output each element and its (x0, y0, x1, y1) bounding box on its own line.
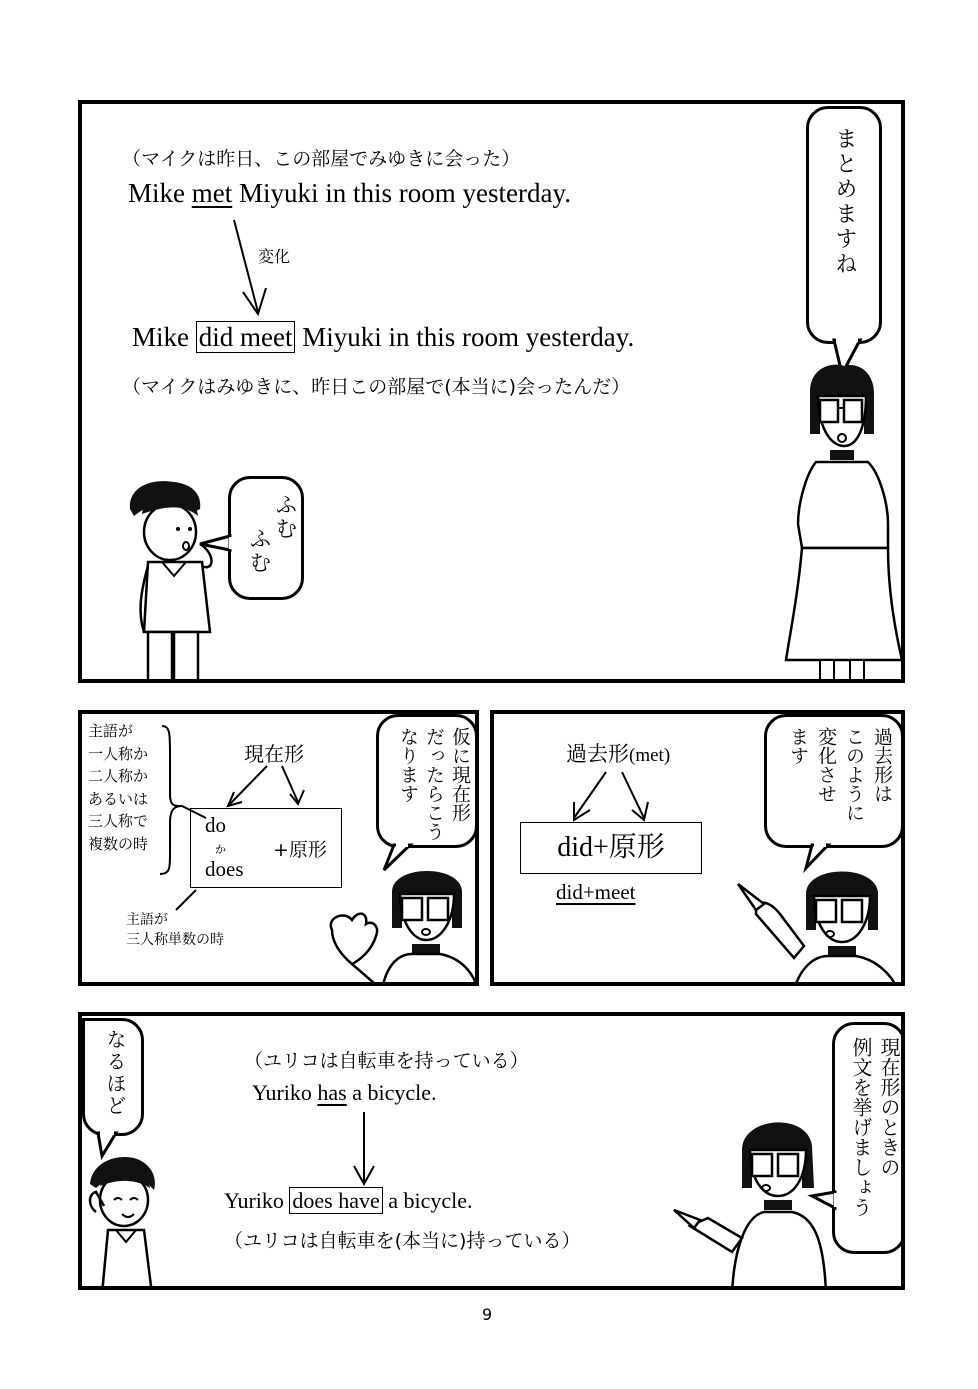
sentence-part: a bicycle. (346, 1080, 437, 1105)
sentence-part: Yuriko (224, 1188, 290, 1213)
page-number: 9 (482, 1305, 493, 1324)
base-form-label: +原形 (273, 839, 327, 861)
change-label: 変化 (258, 247, 291, 266)
teacher-figure (494, 714, 905, 986)
note-line: あるいは (88, 789, 149, 808)
panel-4 (78, 1012, 905, 1290)
speech-line: このように (843, 727, 865, 822)
jp-translation-1: （ユリコは自転車を持っている） (244, 1050, 529, 1072)
note-line: 三人称単数の時 (126, 932, 224, 948)
speech-line: だったらこう (423, 727, 445, 841)
speech-line: 例文を挙げましょう (849, 1037, 873, 1217)
past-example: (met) (629, 745, 671, 766)
student-speech-line: ふむ (246, 527, 271, 575)
jp-translation-1: （マイクは昨日、この部屋でみゆきに会った） (122, 148, 521, 170)
sentence-part: Miyuki in this room yesterday. (295, 322, 635, 352)
example-text: did+meet (556, 880, 636, 904)
speech-line: ます (787, 727, 809, 765)
teacher-figure (82, 104, 905, 683)
speech-line: 現在形のときの (877, 1037, 901, 1177)
note-line: 二人称か (88, 767, 149, 785)
teacher-figure (82, 714, 479, 986)
note-line: 三人称で (88, 812, 149, 830)
panel-3 (490, 710, 905, 986)
ka-label: か (215, 843, 226, 856)
verb-does-have: does have (289, 1187, 382, 1214)
present-label: 現在形 (244, 742, 304, 766)
sentence-part: Miyuki in this room yesterday. (232, 178, 571, 208)
formula-text: did+原形 (557, 832, 665, 863)
student-speech-text: なるほど (103, 1029, 127, 1117)
note-line: 主語が (126, 912, 168, 928)
do-label: do (205, 813, 226, 837)
jp-translation-2: （ユリコは自転車を(本当に)持っている） (224, 1230, 581, 1252)
jp-translation-2: （マイクはみゆきに、昨日この部屋で(本当に)会ったんだ） (122, 376, 631, 398)
verb-has: has (317, 1080, 347, 1105)
note-line: 複数の時 (88, 834, 149, 853)
speech-line: なります (397, 727, 419, 803)
sentence-part: a bicycle. (382, 1188, 473, 1213)
panel-1 (78, 100, 905, 683)
verb-met: met (191, 178, 233, 208)
speech-line: 過去形は (871, 727, 893, 803)
sentence-part: Mike (132, 322, 196, 352)
panel-2 (78, 710, 479, 986)
note-line: 主語が (88, 722, 134, 740)
does-label: does (205, 857, 244, 881)
student-speech-line: ふむ (272, 493, 297, 541)
speech-line: 仮に現在形 (449, 727, 471, 822)
note-line: 一人称か (88, 744, 149, 763)
past-label: 過去形 (566, 742, 629, 766)
verb-did-meet: did meet (196, 321, 296, 353)
teacher-speech-text: まとめますね (832, 127, 857, 277)
speech-line: 変化させ (815, 727, 837, 803)
sentence-part: Yuriko (252, 1080, 318, 1105)
teacher-figure (82, 1016, 905, 1290)
sentence-part: Mike (128, 178, 192, 208)
